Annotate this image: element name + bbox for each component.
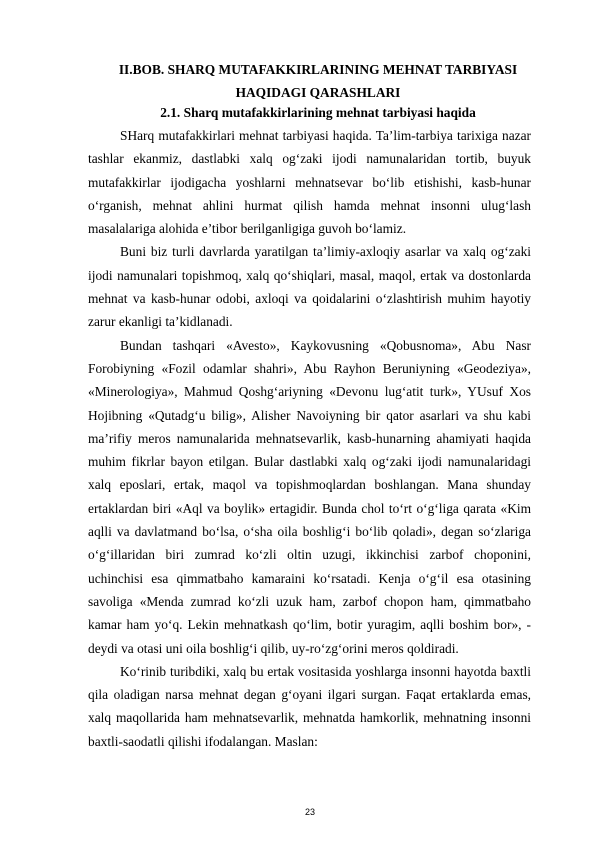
chapter-title bbox=[88, 58, 548, 104]
section-title: 2.1. Sharq mutafakkirlarining mehnat tarbiyasi haqida bbox=[160, 105, 476, 120]
chapter-title-line-1: II.BOB. SHARQ MUTAFAKKIRLARINING MEHNAT TARBIYASI bbox=[118, 62, 518, 77]
chapter-title-line-2: HAQIDAGI QARASHLARI bbox=[235, 85, 401, 100]
paragraph: Bundan tashqari «Avesto», Kaykovusning «Qobusnoma», Abu Nasr Forobiyning «Fozil odamlar shahri», Abu Rayhon Beruniyning «Geodeziya», «Minerologiya», Mahmud Qoshg‘ariyning «Devonu lug‘atit turk», YUsuf Xos Hojibning «Qutadg‘u bilig», Alisher Navoiyning bir qator asarlari va shu kabi ma’rifiy meros namunalarida mehnatsevarlik, kasb-hunarning ahamiyati haqida muhim fikrlar bayon etilgan. Bular dastlabki xalq og‘zaki ijodi namunalaridagi xalq eposlari, ertak, maqol va topishmoqlardan boshlangan. Mana shunday ertaklardan biri «Aql va boylik» ertagidir. Bunda chol to‘rt o‘g‘liga qarata «Kim aqlli va davlatmand bo‘lsa, o‘sha oila boshlig‘i bo‘lib qoladi», degan so‘zlariga o‘g‘illaridan biri zumrad ko‘zli oltin uzugi, ikkinchisi zarbof choponini, uchinchisi esa qimmatbaho kamaraini ko‘rsatadi. Kenja o‘g‘il esa otasining savoliga «Menda zumrad ko‘zli uzuk ham, zarbof chopon ham, qimmatbaho kamar ham yo‘q. Lekin mehnatkash qo‘lim, botir yuragim, aqlli boshim bor», - deydi va otasi uni oila boshlig‘i qilib, uy-ro‘zg‘orini meros qoldiradi. bbox=[88, 337, 531, 656]
body-text bbox=[88, 124, 531, 753]
paragraph: SHarq mutafakkirlari mehnat tarbiyasi haqida. Ta’lim-tarbiya tarixiga nazar tashlar ekanmiz, dastlabki xalq og‘zaki ijodi namunalaridan tortib, buyuk mutafakkirlar ijodigacha yoshlarni mehnatsevar bo‘lib etishishi, kasb-hunar o‘rganish, mehnat ahlini hurmat qilish hamda mehnat insonni ulug‘lash masalalariga alohida e’tibor berilganligiga guvoh bo‘lamiz. bbox=[88, 128, 531, 237]
page-number: 23 bbox=[304, 807, 315, 817]
paragraph: Buni biz turli davrlarda yaratilgan ta’limiy-axloqiy asarlar va xalq og‘zaki ijodi namunalari topishmoq, xalq qo‘shiqlari, masal, maqol, ertak va dostonlarda mehnat va kasb-hunar odobi, axloqi va qoidalarini o‘zlashtirish muhim hayotiy zarur ekanligi ta’kidlanadi. bbox=[88, 244, 531, 330]
paragraph: Ko‘rinib turibdiki, xalq bu ertak vositasida yoshlarga insonni hayotda baxtli qila oladigan narsa mehnat degan g‘oyani ilgari surgan. Faqat ertaklarda emas, xalq maqollarida ham mehnatsevarlik, mehnatda hamkorlik, mehnatning insonni baxtli-saodatli qilishi ifodalangan. Maslan: bbox=[88, 663, 531, 749]
